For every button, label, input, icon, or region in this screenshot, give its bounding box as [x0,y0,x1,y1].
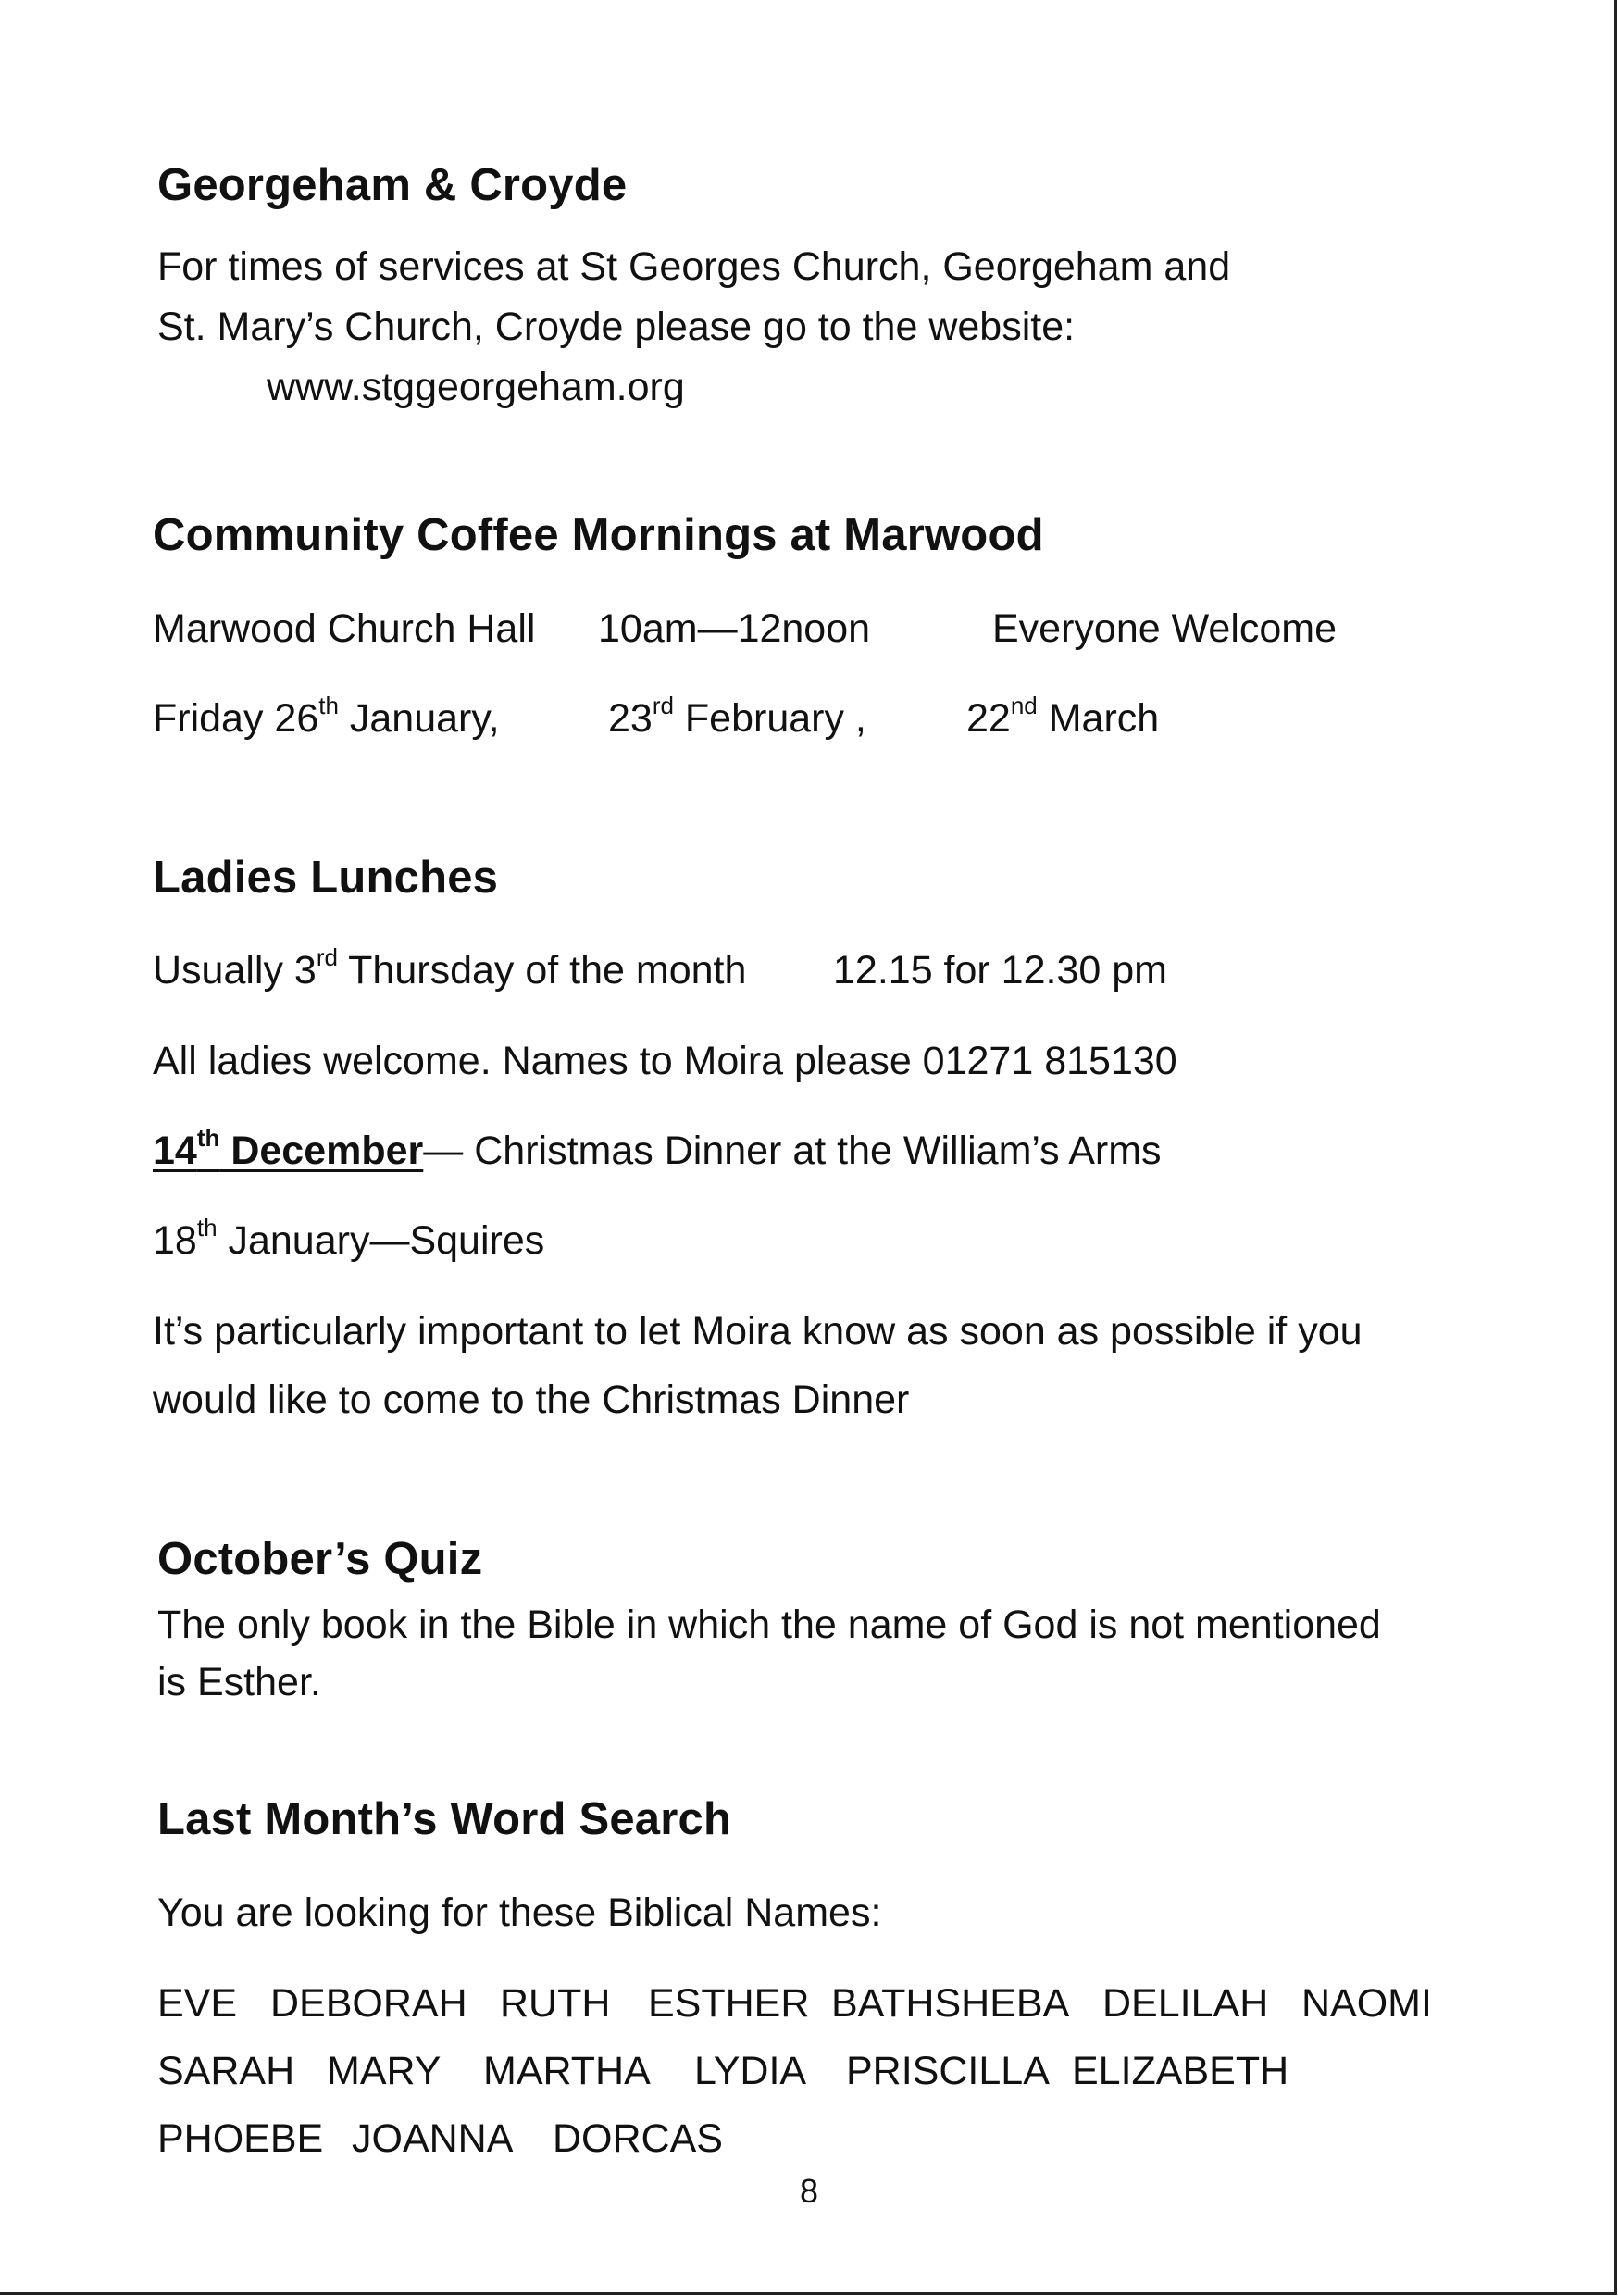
coffee-welcome: Everyone Welcome [992,606,1338,651]
georgeham-line-2: St. Mary’s Church, Croyde please go to the website: [157,305,1076,349]
name-item: RUTH [500,1981,611,2026]
event-1-date: 14th December [153,1123,424,1173]
ladies-heading: Ladies Lunches [153,853,499,903]
georgeham-website: www.stggeorgeham.org [267,365,685,409]
ladies-usual: Usually 3rd Thursday of the month [153,942,747,992]
name-item: JOANNA [352,2116,514,2161]
name-item: DORCAS [553,2116,723,2161]
name-item: DELILAH [1102,1981,1269,2026]
coffee-date-1: Friday 26th January, [153,691,500,741]
name-item: PHOEBE [157,2116,324,2161]
name-item: PRISCILLA [846,2049,1050,2093]
coffee-date-3: 22nd March [966,691,1160,741]
page-number: 8 [800,2172,819,2210]
name-item: BATHSHEBA [831,1981,1070,2026]
name-item: SARAH [157,2049,295,2093]
ladies-event-1: 14th December— Christmas Dinner at the William’s Arms [153,1123,1162,1173]
name-item: DEBORAH [270,1981,467,2026]
name-item: LYDIA [694,2049,807,2093]
name-item: EVE [157,1981,238,2026]
georgeham-line-1: For times of services at St Georges Church, Georgeham and [157,244,1231,289]
coffee-heading: Community Coffee Mornings at Marwood [153,510,1044,560]
wordsearch-intro: You are looking for these Biblical Names: [157,1890,882,1935]
quiz-line-1: The only book in the Bible in which the name of God is not mentioned [157,1603,1381,1647]
wordsearch-heading: Last Month’s Word Search [157,1794,732,1844]
ladies-usual-time: 12.15 for 12.30 pm [833,948,1167,992]
ladies-event-2: 18th January—Squires [153,1213,545,1263]
name-item: MARTHA [483,2049,651,2093]
ladies-note-1: It’s particularly important to let Moira know as soon as possible if you [153,1309,1363,1354]
quiz-line-2: is Esther. [157,1660,321,1704]
name-item: MARY [327,2049,442,2093]
name-item: ESTHER [648,1981,810,2026]
ladies-note-2: would like to come to the Christmas Dinner [153,1378,910,1422]
ladies-welcome: All ladies welcome. Names to Moira please 01271 815130 [153,1039,1177,1083]
quiz-heading: October’s Quiz [157,1534,483,1584]
name-item: NAOMI [1301,1981,1432,2026]
coffee-venue: Marwood Church Hall [153,606,536,651]
name-item: ELIZABETH [1072,2049,1289,2093]
coffee-time: 10am—12noon [598,606,871,651]
coffee-date-2: 23rd February , [608,691,866,741]
georgeham-heading: Georgeham & Croyde [157,160,628,210]
